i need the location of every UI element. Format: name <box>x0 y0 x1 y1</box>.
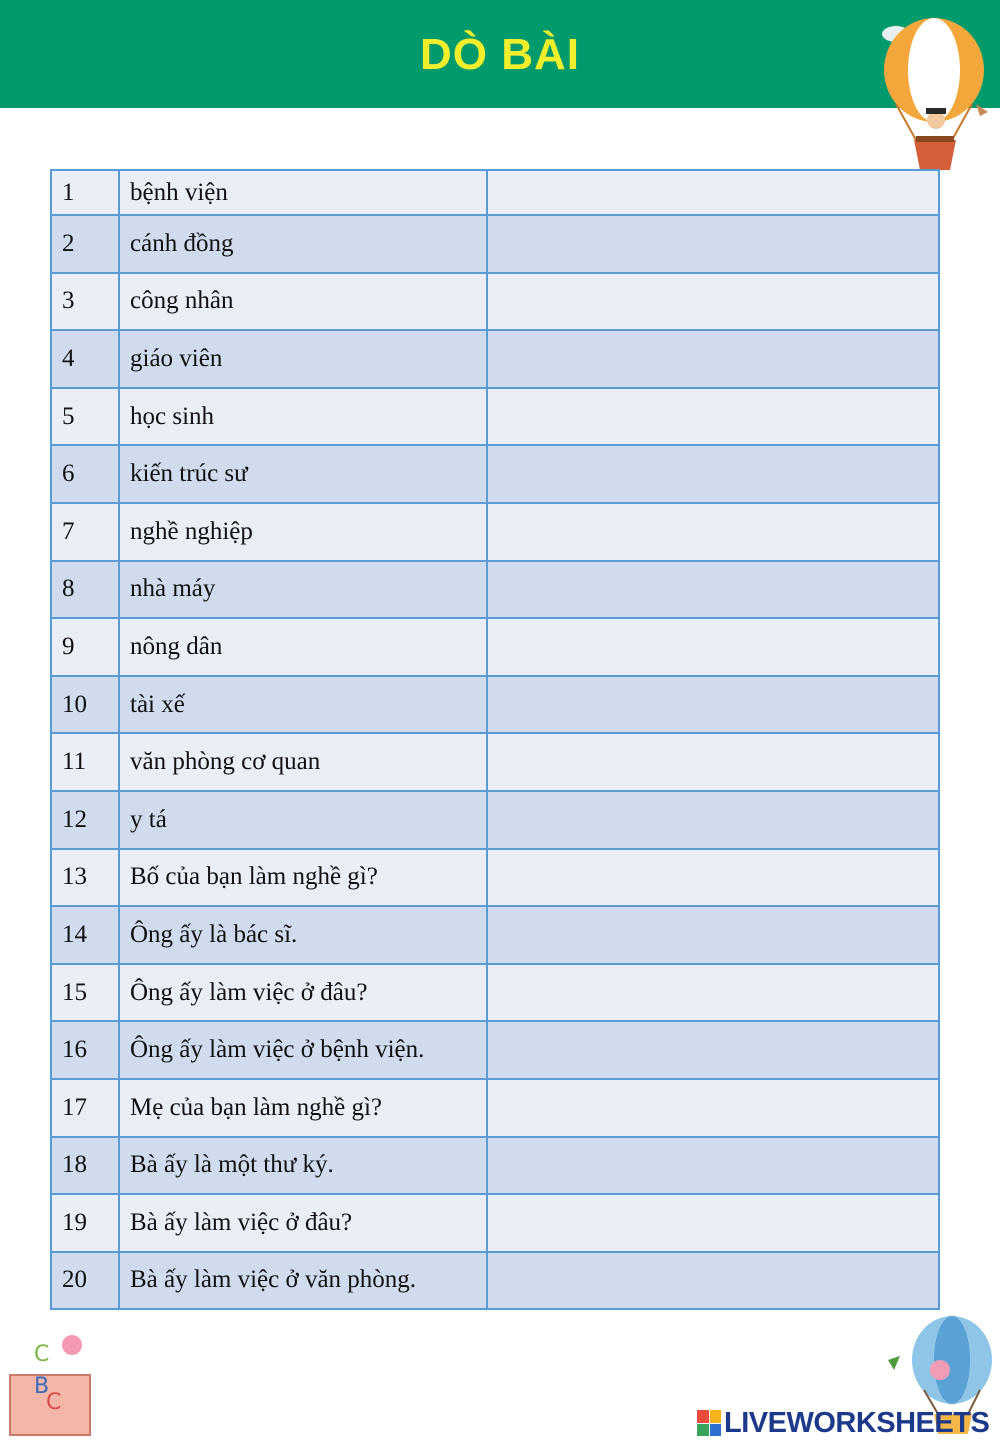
answer-cell[interactable] <box>487 1021 939 1079</box>
answer-cell[interactable] <box>487 791 939 849</box>
row-number: 13 <box>51 849 119 907</box>
term-cell: Bố của bạn làm nghề gì? <box>119 849 487 907</box>
svg-text:B: B <box>34 1374 50 1399</box>
table-row <box>51 676 939 734</box>
table-row <box>51 170 939 215</box>
term-cell: bệnh viện <box>119 170 487 215</box>
logo-badge-icon <box>697 1410 721 1436</box>
page-title: DÒ BÀI <box>420 30 580 79</box>
term-cell: nghề nghiệp <box>119 503 487 561</box>
answer-cell[interactable] <box>487 1194 939 1252</box>
table-row <box>51 791 939 849</box>
answer-cell[interactable] <box>487 733 939 791</box>
row-number: 15 <box>51 964 119 1022</box>
answer-cell[interactable] <box>487 964 939 1022</box>
term-cell: văn phòng cơ quan <box>119 733 487 791</box>
answer-cell[interactable] <box>487 215 939 273</box>
row-number: 6 <box>51 445 119 503</box>
answer-cell[interactable] <box>487 1252 939 1310</box>
row-number: 10 <box>51 676 119 734</box>
term-cell: y tá <box>119 791 487 849</box>
table-row <box>51 1194 939 1252</box>
row-number: 2 <box>51 215 119 273</box>
term-cell: kiến trúc sư <box>119 445 487 503</box>
term-cell: Bà ấy làm việc ở đâu? <box>119 1194 487 1252</box>
term-cell: công nhân <box>119 273 487 331</box>
table-row <box>51 445 939 503</box>
abc-blocks-icon <box>0 1325 100 1443</box>
answer-cell[interactable] <box>487 273 939 331</box>
answer-cell[interactable] <box>487 330 939 388</box>
answer-cell[interactable] <box>487 906 939 964</box>
answer-cell[interactable] <box>487 561 939 619</box>
answer-cell[interactable] <box>487 445 939 503</box>
table-row <box>51 1021 939 1079</box>
term-cell: nhà máy <box>119 561 487 619</box>
table-row <box>51 849 939 907</box>
term-cell: nông dân <box>119 618 487 676</box>
answer-cell[interactable] <box>487 1137 939 1195</box>
term-cell: Mẹ của bạn làm nghề gì? <box>119 1079 487 1137</box>
table-row <box>51 906 939 964</box>
term-cell: Bà ấy làm việc ở văn phòng. <box>119 1252 487 1310</box>
table-row <box>51 388 939 446</box>
term-cell: học sinh <box>119 388 487 446</box>
table-row <box>51 503 939 561</box>
hot-air-balloon-icon <box>876 12 994 182</box>
row-number: 3 <box>51 273 119 331</box>
term-cell: Bà ấy là một thư ký. <box>119 1137 487 1195</box>
header-bar <box>0 0 1000 108</box>
term-cell: tài xế <box>119 676 487 734</box>
answer-cell[interactable] <box>487 618 939 676</box>
table-row <box>51 1252 939 1310</box>
answer-cell[interactable] <box>487 676 939 734</box>
answer-cell[interactable] <box>487 170 939 215</box>
table-row <box>51 1137 939 1195</box>
answer-cell[interactable] <box>487 849 939 907</box>
term-cell: cánh đồng <box>119 215 487 273</box>
table-row <box>51 964 939 1022</box>
answer-cell[interactable] <box>487 388 939 446</box>
term-cell: giáo viên <box>119 330 487 388</box>
table-row <box>51 330 939 388</box>
row-number: 9 <box>51 618 119 676</box>
term-cell: Ông ấy làm việc ở đâu? <box>119 964 487 1022</box>
row-number: 4 <box>51 330 119 388</box>
row-number: 17 <box>51 1079 119 1137</box>
row-number: 18 <box>51 1137 119 1195</box>
row-number: 19 <box>51 1194 119 1252</box>
table-row <box>51 618 939 676</box>
row-number: 1 <box>51 170 119 215</box>
table-row <box>51 1079 939 1137</box>
svg-text:C: C <box>34 1342 50 1367</box>
table-row <box>51 215 939 273</box>
row-number: 8 <box>51 561 119 619</box>
vocab-table <box>50 169 940 1310</box>
answer-cell[interactable] <box>487 1079 939 1137</box>
term-cell: Ông ấy làm việc ở bệnh viện. <box>119 1021 487 1079</box>
term-cell: Ông ấy là bác sĩ. <box>119 906 487 964</box>
liveworksheets-logo <box>697 1405 989 1441</box>
logo-text: LIVEWORKSHEETS <box>724 1406 990 1439</box>
table-row <box>51 273 939 331</box>
table-row <box>51 733 939 791</box>
svg-text:C: C <box>46 1390 62 1415</box>
row-number: 5 <box>51 388 119 446</box>
answer-cell[interactable] <box>487 503 939 561</box>
row-number: 14 <box>51 906 119 964</box>
table-row <box>51 561 939 619</box>
row-number: 7 <box>51 503 119 561</box>
row-number: 12 <box>51 791 119 849</box>
row-number: 20 <box>51 1252 119 1310</box>
row-number: 11 <box>51 733 119 791</box>
row-number: 16 <box>51 1021 119 1079</box>
